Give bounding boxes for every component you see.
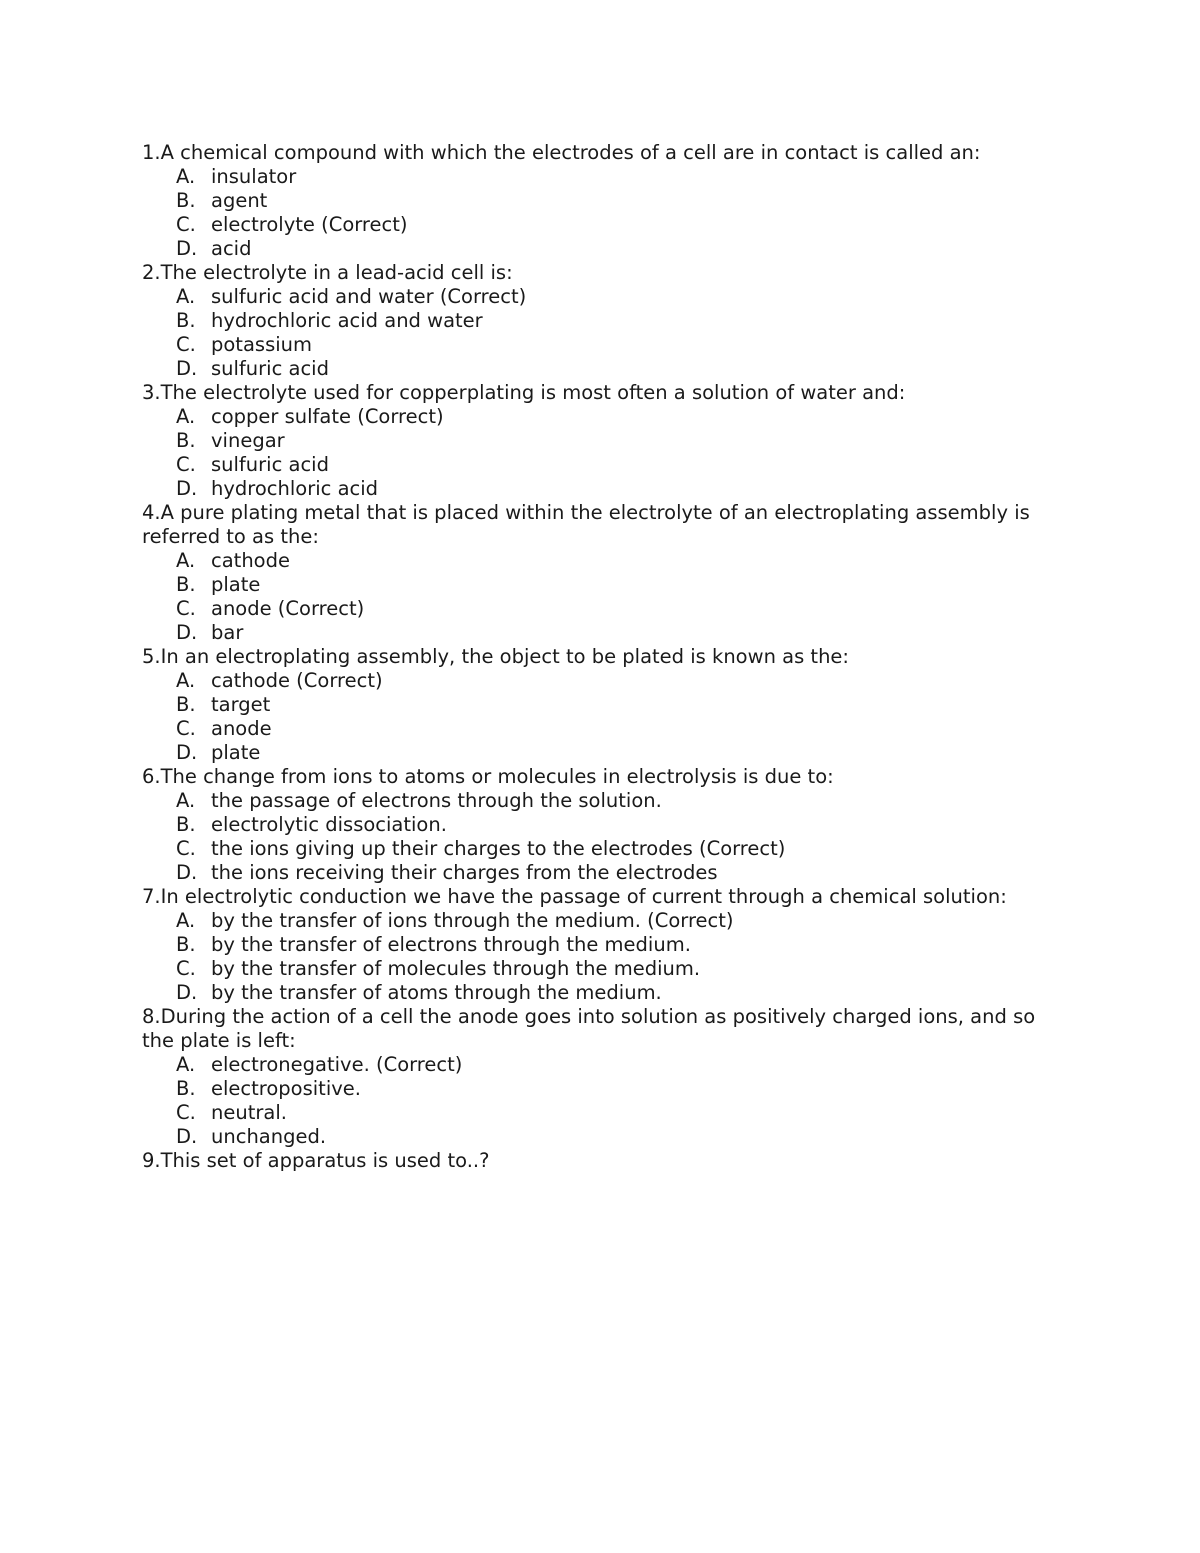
option-letter: A.	[176, 909, 196, 932]
question-8	[142, 1005, 1072, 1149]
option-letter: B.	[176, 693, 196, 716]
question-4	[142, 501, 1072, 645]
option-text: sulfuric acid and water (Correct)	[211, 285, 527, 308]
question-text: 5.In an electroplating assembly, the object to be plated is known as the:	[142, 645, 849, 668]
option-list	[142, 165, 1072, 261]
option-text: neutral.	[211, 1101, 287, 1124]
option-item	[142, 1125, 1072, 1149]
option-text: target	[211, 693, 271, 716]
option-item	[142, 741, 1072, 765]
option-text: by the transfer of electrons through the medium.	[211, 933, 691, 956]
option-text: copper sulfate (Correct)	[211, 405, 444, 428]
question-5	[142, 645, 1072, 765]
option-text: cathode	[211, 549, 290, 572]
option-letter: B.	[176, 813, 196, 836]
document-page	[142, 141, 1072, 1173]
option-text: cathode (Correct)	[211, 669, 383, 692]
option-text: by the transfer of molecules through the medium.	[211, 957, 701, 980]
option-list	[142, 285, 1072, 381]
question-3	[142, 381, 1072, 501]
question-text: 2.The electrolyte in a lead-acid cell is:	[142, 261, 513, 284]
option-text: vinegar	[211, 429, 285, 452]
option-item	[142, 573, 1072, 597]
option-letter: C.	[176, 213, 196, 236]
option-text: anode (Correct)	[211, 597, 365, 620]
option-letter: D.	[176, 357, 198, 380]
question-text: 8.During the action of a cell the anode goes into solution as positively charged ions, and so the plate is left:	[142, 1005, 1036, 1052]
option-text: electrolyte (Correct)	[211, 213, 408, 236]
option-text: anode	[211, 717, 272, 740]
option-text: insulator	[211, 165, 297, 188]
option-list	[142, 789, 1072, 885]
option-item	[142, 621, 1072, 645]
option-item	[142, 213, 1072, 237]
question-1	[142, 141, 1072, 261]
option-letter: B.	[176, 309, 196, 332]
option-item	[142, 429, 1072, 453]
option-letter: A.	[176, 669, 196, 692]
option-item	[142, 405, 1072, 429]
option-item	[142, 717, 1072, 741]
option-text: sulfuric acid	[211, 453, 329, 476]
option-list	[142, 405, 1072, 501]
question-9	[142, 1149, 1072, 1173]
option-text: unchanged.	[211, 1125, 327, 1148]
option-letter: D.	[176, 477, 198, 500]
option-letter: C.	[176, 957, 196, 980]
option-item	[142, 285, 1072, 309]
option-list	[142, 1053, 1072, 1149]
option-item	[142, 1053, 1072, 1077]
option-item	[142, 333, 1072, 357]
option-letter: D.	[176, 861, 198, 884]
option-letter: B.	[176, 933, 196, 956]
option-letter: B.	[176, 429, 196, 452]
option-item	[142, 909, 1072, 933]
option-letter: C.	[176, 333, 196, 356]
option-letter: D.	[176, 1125, 198, 1148]
option-item	[142, 813, 1072, 837]
option-item	[142, 309, 1072, 333]
question-7	[142, 885, 1072, 1005]
option-item	[142, 789, 1072, 813]
option-letter: D.	[176, 621, 198, 644]
option-item	[142, 477, 1072, 501]
option-letter: C.	[176, 597, 196, 620]
option-text: bar	[211, 621, 244, 644]
option-text: hydrochloric acid	[211, 477, 379, 500]
question-text: 4.A pure plating metal that is placed within the electrolyte of an electroplating assembly is referred to as the:	[142, 501, 1030, 548]
option-item	[142, 861, 1072, 885]
question-text: 1.A chemical compound with which the electrodes of a cell are in contact is called an:	[142, 141, 981, 164]
option-letter: B.	[176, 573, 196, 596]
option-letter: D.	[176, 741, 198, 764]
option-text: the ions receiving their charges from the electrodes	[211, 861, 718, 884]
option-text: electronegative. (Correct)	[211, 1053, 463, 1076]
option-text: plate	[211, 741, 261, 764]
option-item	[142, 357, 1072, 381]
option-text: the passage of electrons through the solution.	[211, 789, 662, 812]
question-text: 7.In electrolytic conduction we have the passage of current through a chemical solution:	[142, 885, 1007, 908]
option-letter: C.	[176, 717, 196, 740]
option-item	[142, 189, 1072, 213]
option-letter: A.	[176, 405, 196, 428]
question-text: 3.The electrolyte used for copperplating is most often a solution of water and:	[142, 381, 906, 404]
option-text: sulfuric acid	[211, 357, 329, 380]
option-item	[142, 957, 1072, 981]
option-item	[142, 933, 1072, 957]
option-item	[142, 669, 1072, 693]
option-letter: D.	[176, 237, 198, 260]
question-text: 9.This set of apparatus is used to..?	[142, 1149, 490, 1172]
option-text: by the transfer of ions through the medium. (Correct)	[211, 909, 734, 932]
option-list	[142, 669, 1072, 765]
option-list	[142, 549, 1072, 645]
option-letter: A.	[176, 285, 196, 308]
option-letter: A.	[176, 165, 196, 188]
option-text: electrolytic dissociation.	[211, 813, 447, 836]
option-text: agent	[211, 189, 268, 212]
option-letter: C.	[176, 453, 196, 476]
option-list	[142, 909, 1072, 1005]
option-text: hydrochloric acid and water	[211, 309, 483, 332]
option-letter: A.	[176, 549, 196, 572]
option-item	[142, 453, 1072, 477]
option-item	[142, 693, 1072, 717]
option-letter: C.	[176, 1101, 196, 1124]
question-text: 6.The change from ions to atoms or molecules in electrolysis is due to:	[142, 765, 834, 788]
option-letter: B.	[176, 189, 196, 212]
option-item	[142, 981, 1072, 1005]
option-item	[142, 837, 1072, 861]
option-letter: B.	[176, 1077, 196, 1100]
option-letter: D.	[176, 981, 198, 1004]
option-letter: A.	[176, 789, 196, 812]
option-text: potassium	[211, 333, 312, 356]
option-item	[142, 597, 1072, 621]
option-text: acid	[211, 237, 252, 260]
option-text: plate	[211, 573, 261, 596]
option-item	[142, 1101, 1072, 1125]
option-item	[142, 165, 1072, 189]
option-text: electropositive.	[211, 1077, 361, 1100]
option-text: the ions giving up their charges to the electrodes (Correct)	[211, 837, 786, 860]
option-item	[142, 549, 1072, 573]
option-item	[142, 1077, 1072, 1101]
option-letter: C.	[176, 837, 196, 860]
option-letter: A.	[176, 1053, 196, 1076]
option-text: by the transfer of atoms through the medium.	[211, 981, 662, 1004]
question-2	[142, 261, 1072, 381]
question-6	[142, 765, 1072, 885]
option-item	[142, 237, 1072, 261]
